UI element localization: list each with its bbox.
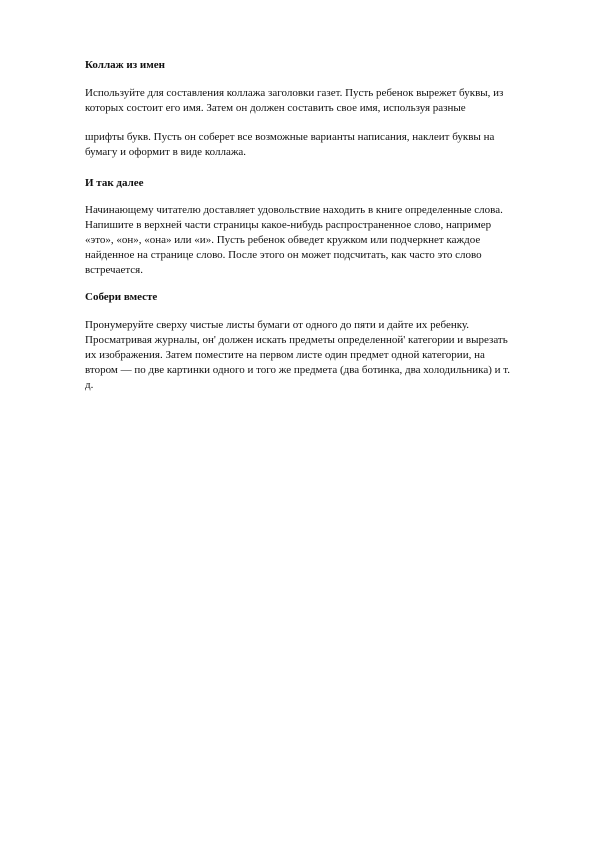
section-heading-put-together bbox=[85, 290, 545, 305]
paragraph-line: Напишите в верхней части страницы какое-нибудь распространенное слово, например bbox=[85, 219, 492, 231]
paragraph-put-together bbox=[85, 318, 545, 393]
paragraph-line: д. bbox=[85, 379, 94, 391]
paragraph-line: их изображения. Затем поместите на первом листе один предмет одной категории, на bbox=[85, 349, 485, 361]
paragraph-line: найденное на странице слово. После этого он может подсчитать, как часто это слово bbox=[85, 249, 482, 261]
paragraph-line: Пронумеруйте сверху чистые листы бумаги от одного до пяти и дайте их ребенку. bbox=[85, 319, 470, 331]
paragraph-line: Используйте для составления коллажа заголовки газет. Пусть ребенок вырежет буквы, из bbox=[85, 87, 504, 99]
heading-text: И так далее bbox=[85, 177, 144, 189]
paragraph-line: Просматривая журналы, он' должен искать предметы определенной' категории и вырезать bbox=[85, 334, 508, 346]
paragraph-line: втором — по две картинки одного и того же предмета (два ботинка, два холодильника) и т. bbox=[85, 364, 510, 376]
paragraph-and-so-on bbox=[85, 203, 545, 278]
paragraph-name-collage-2 bbox=[85, 130, 545, 160]
paragraph-line: «это», «он», «она» или «и». Пусть ребенок обведет кружком или подчеркнет каждое bbox=[85, 234, 481, 246]
heading-text: Коллаж из имен bbox=[85, 59, 165, 71]
paragraph-line: которых состоит его имя. Затем он должен составить свое имя, используя разные bbox=[85, 102, 466, 114]
paragraph-line: Начинающему читателю доставляет удовольствие находить в книге определенные слова. bbox=[85, 204, 503, 216]
paragraph-name-collage-1 bbox=[85, 86, 545, 116]
section-heading-name-collage bbox=[85, 58, 545, 73]
heading-text: Собери вместе bbox=[85, 291, 158, 303]
paragraph-line: встречается. bbox=[85, 264, 143, 276]
section-heading-and-so-on bbox=[85, 176, 545, 191]
paragraph-line: бумагу и оформит в виде коллажа. bbox=[85, 146, 247, 158]
paragraph-line: шрифты букв. Пусть он соберет все возможные варианты написания, наклеит буквы на bbox=[85, 131, 495, 143]
